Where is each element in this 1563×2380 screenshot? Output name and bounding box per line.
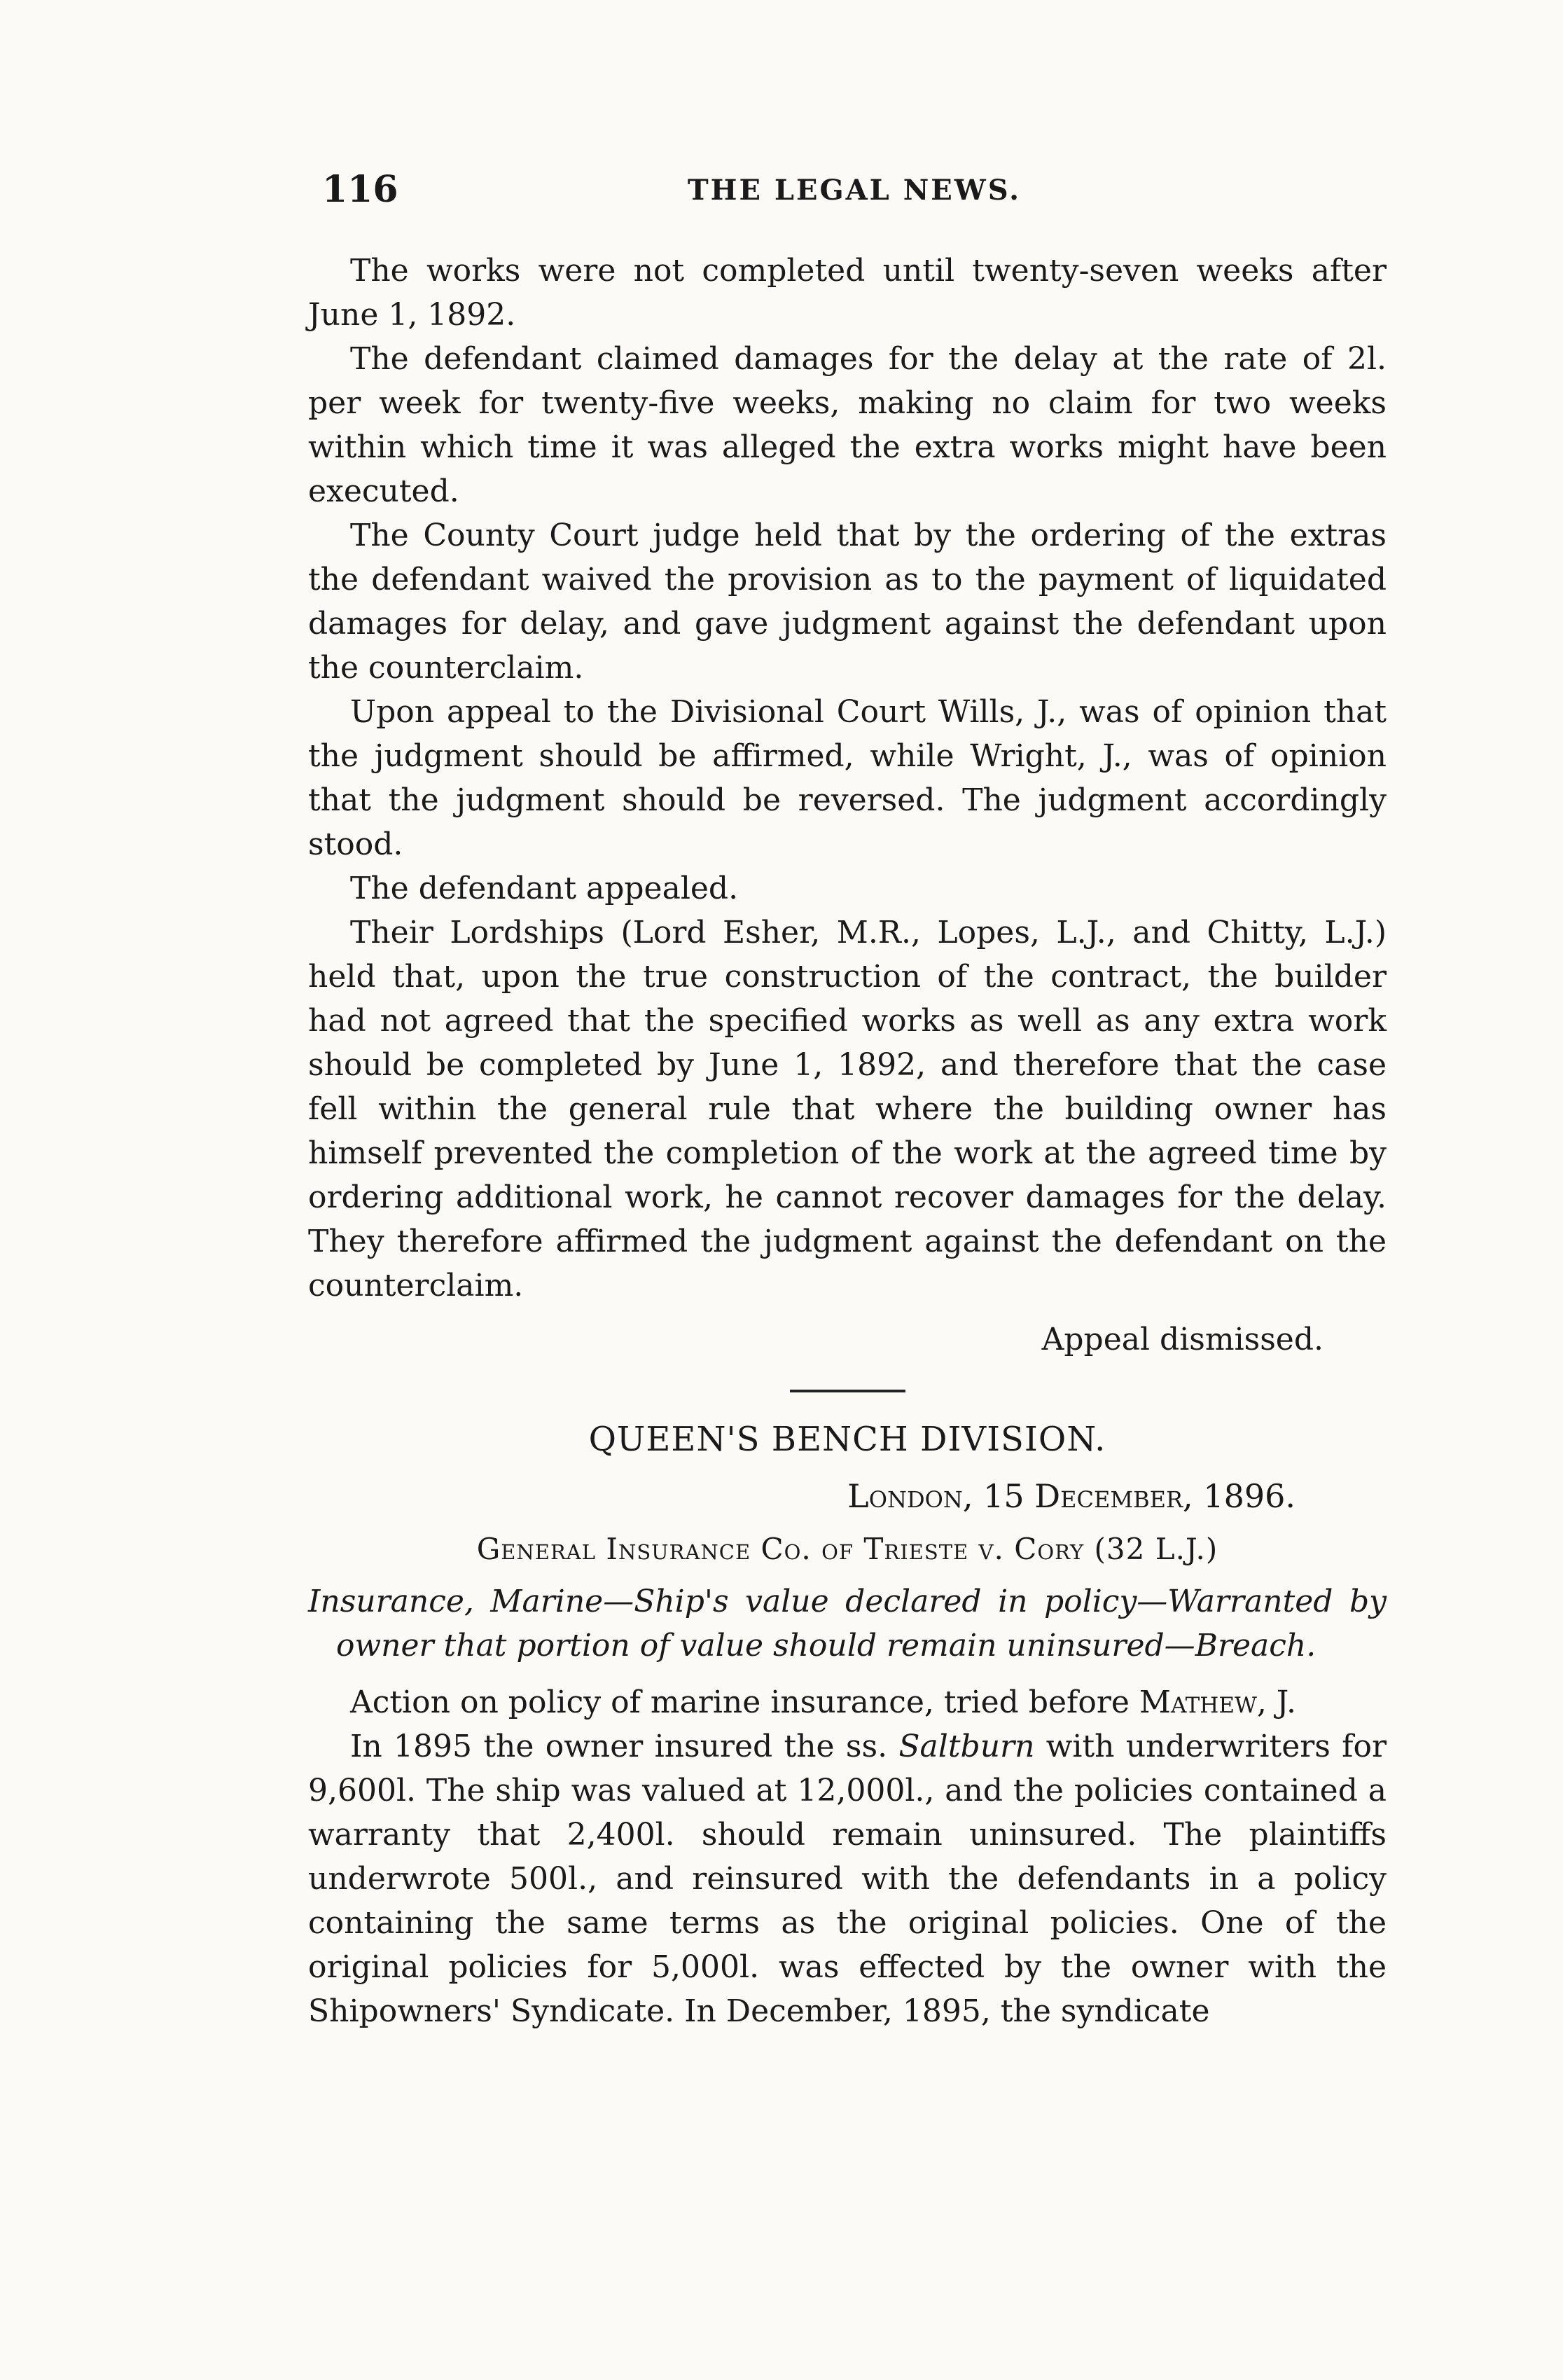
paragraph	[308, 1724, 1387, 2033]
headnote: Insurance, Marine—Ship's value declared in policy—Warranted by owner that portion of value should remain uninsured—Breach.	[308, 1584, 1387, 1663]
journal-title: THE LEGAL NEWS.	[687, 174, 1022, 207]
action-intro: Action on policy of marine insurance, tried before	[350, 1684, 1139, 1720]
paragraph: The defendant claimed damages for the delay at the rate of 2l. per week for twenty-five weeks, making no claim for two weeks within which time it was alleged the extra works might have been executed.	[308, 341, 1387, 509]
case-name: General Insurance Co. of Trieste v. Cory (32 L.J.)	[476, 1532, 1218, 1566]
paragraph: Their Lordships (Lord Esher, M.R., Lopes, L.J., and Chitty, L.J.) held that, upon the true construction of the contract, the builder had not agreed that the specified works as well as any extra work should be completed by June 1, 1892, and therefore that the case fell within the general rule that where the building owner has himself prevented the completion of the work at the agreed time by ordering additional work, he cannot recover damages for the delay. They therefore affirmed the judgment against the defendant on the counterclaim.	[308, 915, 1387, 1303]
section-title: QUEEN'S BENCH DIVISION.	[588, 1420, 1106, 1459]
paragraph: The works were not completed until twenty-seven weeks after June 1, 1892.	[308, 253, 1387, 333]
paragraph: Upon appeal to the Divisional Court Wills, J., was of opinion that the judgment should be affirmed, while Wright, J., was of opinion that the judgment should be reversed. The judgment accordingly stood.	[308, 694, 1387, 862]
judge-name: Mathew, J.	[1139, 1684, 1297, 1720]
paragraph: The County Court judge held that by the ordering of the extras the defendant waived the provision as to the payment of liquidated damages for delay, and gave judgment against the defendant upon the counterclaim.	[308, 518, 1387, 686]
body-text-a: In 1895 the owner insured the ss.	[350, 1729, 899, 1764]
running-head	[322, 168, 1387, 224]
dateline: London, 15 December, 1896.	[847, 1477, 1295, 1515]
page-number: 116	[322, 168, 398, 211]
paragraph	[308, 1680, 1387, 1724]
ship-name: Saltburn	[898, 1729, 1035, 1764]
disposition: Appeal dismissed.	[1041, 1322, 1324, 1357]
section-divider	[790, 1390, 905, 1392]
body-text-b: with underwriters for 9,600l. The ship was valued at 12,000l., and the policies contained a warranty that 2,400l. should remain uninsured. The plaintiffs underwrote 500l., and reinsured with the defendants in a policy containing the same terms as the original policies. One of the original policies for 5,000l. was effected by the owner with the Shipowners' Syndicate. In December, 1895, the syndicate	[308, 1729, 1387, 2029]
paragraph: The defendant appealed.	[350, 871, 739, 906]
article-body	[308, 249, 1387, 2033]
